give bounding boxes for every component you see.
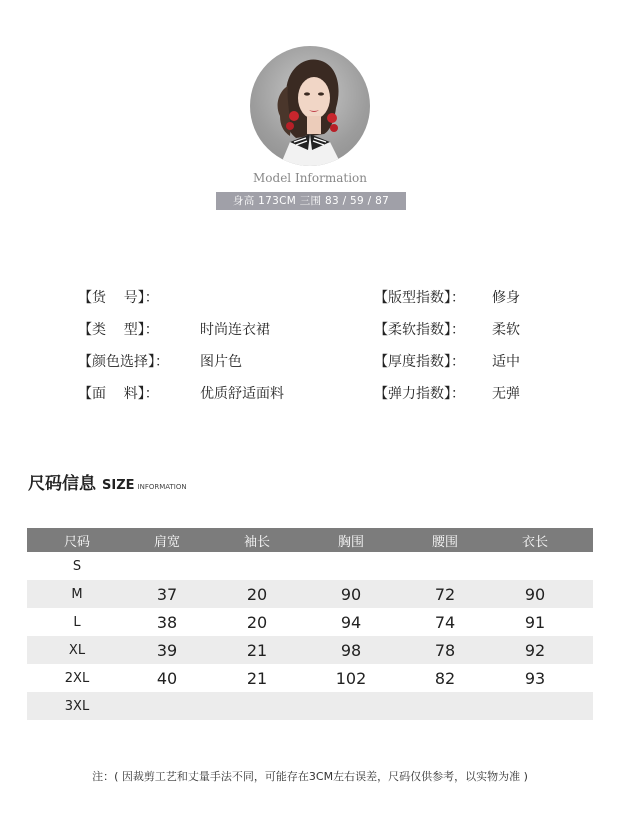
table-cell: 90	[340, 584, 362, 604]
table-cell: 90	[524, 584, 546, 604]
size-title-sub: INFORMATION	[137, 483, 187, 491]
info-label: 【面 料】：	[78, 386, 159, 402]
column-header: 肩宽	[153, 534, 180, 550]
table-cell	[117, 692, 217, 720]
table-row	[27, 580, 593, 608]
table-cell	[301, 692, 401, 720]
table-row	[27, 664, 593, 692]
info-value: 适中	[492, 354, 520, 370]
table-cell: 93	[524, 668, 546, 688]
table-cell: 37	[156, 584, 178, 604]
info-value: 修身	[492, 290, 520, 306]
table-cell	[207, 692, 307, 720]
size-cell: S	[72, 558, 82, 574]
table-cell: 39	[156, 640, 178, 660]
column-header: 尺码	[63, 534, 90, 550]
info-value: 无弹	[492, 386, 520, 402]
table-cell: 98	[340, 640, 362, 660]
table-cell: 20	[246, 584, 268, 604]
size-title-zh: 尺码信息	[28, 474, 96, 494]
table-cell: 40	[156, 668, 178, 688]
table-cell: 94	[340, 612, 362, 632]
column-header: 胸围	[337, 534, 364, 550]
table-cell: 21	[246, 640, 268, 660]
size-cell: XL	[68, 642, 86, 658]
table-cell	[207, 552, 307, 580]
table-cell	[395, 692, 495, 720]
info-label: 【厚度指数】：	[374, 354, 465, 370]
table-cell	[485, 692, 585, 720]
column-header: 袖长	[243, 534, 270, 550]
info-label: 【柔软指数】：	[374, 322, 465, 338]
size-cell: 3XL	[64, 698, 90, 714]
table-cell	[485, 552, 585, 580]
info-value: 优质舒适面料	[200, 386, 284, 402]
size-disclaimer-note: 注：( 因裁剪工艺和丈量手法不同，可能存在3CM左右误差，尺码仅供参考，以实物为准 )	[92, 770, 528, 783]
info-label: 【弹力指数】：	[374, 386, 465, 402]
info-label: 【货 号】：	[78, 290, 159, 306]
table-row	[27, 608, 593, 636]
size-cell: 2XL	[64, 670, 90, 686]
table-cell: 20	[246, 612, 268, 632]
table-cell: 102	[335, 668, 367, 688]
info-label: 【版型指数】：	[374, 290, 465, 306]
size-table	[27, 528, 593, 720]
table-row	[27, 636, 593, 664]
info-label: 【类 型】：	[78, 322, 159, 338]
model-information-title: Model Information	[253, 171, 367, 185]
table-header-row	[27, 528, 593, 552]
table-cell: 72	[434, 584, 456, 604]
info-value: 时尚连衣裙	[200, 322, 270, 338]
table-cell: 21	[246, 668, 268, 688]
table-cell: 78	[434, 640, 456, 660]
size-cell: L	[73, 614, 81, 630]
info-value: 图片色	[200, 354, 242, 370]
model-portrait-illustration	[250, 46, 370, 166]
model-portrait	[250, 46, 370, 166]
size-section-title	[28, 469, 187, 494]
table-cell: 82	[434, 668, 456, 688]
table-cell	[395, 552, 495, 580]
column-header: 腰围	[431, 534, 458, 550]
size-cell: M	[71, 586, 83, 602]
table-cell	[117, 552, 217, 580]
model-measurements: 身高 173CM 三围 83 / 59 / 87	[216, 192, 406, 210]
info-value: 柔软	[492, 322, 520, 338]
size-title-en: SIZE	[102, 478, 135, 493]
table-cell: 92	[524, 640, 546, 660]
table-cell: 91	[524, 612, 546, 632]
info-label: 【颜色选择】：	[78, 354, 169, 370]
table-cell: 74	[434, 612, 456, 632]
column-header: 衣长	[521, 534, 548, 550]
table-cell: 38	[156, 612, 178, 632]
table-row	[27, 552, 593, 580]
table-cell	[301, 552, 401, 580]
table-row	[27, 692, 593, 720]
